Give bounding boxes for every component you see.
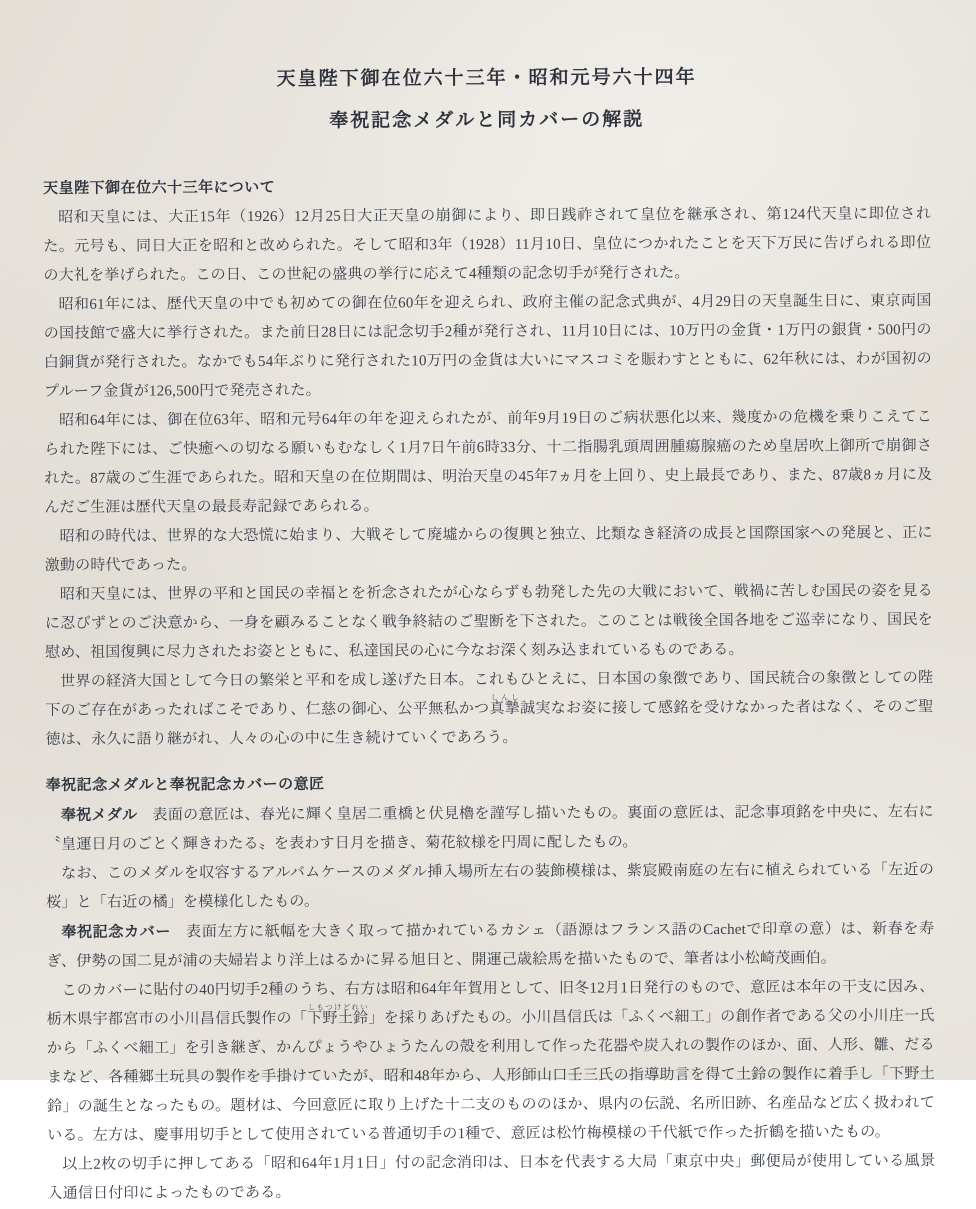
section-heading: 天皇陛下御在位六十三年について [43, 178, 276, 197]
ruby-annotated-word: 下野土鈴しもつけどれい [307, 1002, 369, 1027]
section [43, 170, 934, 755]
paragraph: このカバーに貼付の40円切手2種のうち、右方は昭和64年年賀用として、旧冬12月1日発行のもので、意匠は本年の干支に因み、栃木県宇都宮市の小川昌信氏製作の「下野土鈴しもつけどれい」を採りあげたもの。小川昌信氏は「ふくべ細工」の創作者である父の小川庄一氏から「ふくべ細工」を引き継ぎ、かんぴょうやひょうたんの殻を利用して作った花器や炭入れの製作のほか、面、人形、雛、だるまなど、各種郷土玩具の製作を手掛けていたが、昭和48年から、人形師山口壬三氏の指導助言を得て土鈴の製作に着手し「下野土鈴」の誕生となったもの。題材は、今回意匠に取り上げた十二支のもののほか、県内の伝説、名所旧跡、名産品など広く扱われている。左方は、慶事用切手として使用されている普通切手の1種で、意匠は松竹梅模様の千代紙で作った折鶴を描いたもの。 [46, 979, 936, 1144]
title-line-1: 天皇陛下御在位六十三年・昭和元号六十四年 [276, 67, 697, 90]
ruby-annotated-word: 真摯しんし [489, 692, 521, 717]
run-in-heading: 奉祝記念カバー [61, 923, 172, 941]
page-content [42, 56, 935, 1209]
document-title [42, 56, 930, 144]
run-in-heading: 奉祝メダル [60, 806, 138, 824]
section-heading: 奉祝記念メダルと奉祝記念カバーの意匠 [45, 775, 325, 794]
title-line-2: 奉祝記念メダルと同カバーの解説 [329, 109, 645, 132]
sections [43, 170, 936, 1209]
paragraph: 昭和64年には、御在位63年、昭和元号64年の年を迎えられたが、前年9月19日のご病状悪化以来、幾度かの危機を乗りこえてこられた陛下には、ご快癒への切なる願いもむなしく1月7日午前6時33分、十二指腸乳頭周囲腫瘍腺癌のため皇居吹上御所で崩御された。87歳のご生涯であられた。昭和天皇の在位期間は、明治天皇の45年7ヵ月を上回り、史上最長であり、また、87歳8ヵ月に及んだご生涯は歴代天皇の最長寿記録であられる。 [44, 409, 933, 516]
paragraph: 世界の経済大国として今日の繁栄と平和を成し遂げた日本。これもひとえに、日本国の象徴であり、国民統合の象徴としての陛下のご存在があったればこそであり、仁慈の御心、公平無私かつ真摯しんし誠実なお姿に接して感銘を受けなかった者はなく、そのご聖徳は、永久に語り継がれ、人々の心の中に生き続けていくであろう。 [45, 670, 934, 748]
paragraph: 昭和天皇には、世界の平和と国民の幸福とを祈念されたが心ならずも勃発した先の大戦において、戦禍に苦しむ国民の姿を見るに忍びずとのご決意から、一身を顧みることなく戦争終結のご聖断を下された。このことは戦後全国各地をご巡幸になり、国民を慰め、祖国復興に尽力されたお姿とともに、私達国民の心に今なお深く刻み込まれているものである。 [44, 583, 933, 661]
paragraph: 昭和61年には、歴代天皇の中でも初めての御在位60年を迎えられ、政府主催の記念式典が、4月29日の天皇誕生日に、東京両国の国技館で盛大に挙行された。また前日28日には記念切手2種が発行され、11月10日には、10万円の金貨・1万円の銀貨・500円の白銅貨が発行された。なかでも54年ぶりに発行された10万円の金貨は大いにマスコミを賑わすとともに、62年秋には、わが国初のプルーフ金貨が126,500円で発売された。 [43, 293, 932, 400]
section [46, 767, 936, 1209]
paragraph: 昭和の時代は、世界的な大恐慌に始まり、大戦そして廃墟からの復興と独立、比類なき経済の成長と国際国家への発展と、正に激動の時代であった。 [44, 525, 933, 574]
paragraph: なお、このメダルを収容するアルバムケースのメダル挿入場所左右の装飾模様は、紫宸殿南庭の左右に植えられている「左近の桜」と「右近の橘」を模様化したもの。 [46, 862, 935, 911]
paragraph: 以上2枚の切手に押してある「昭和64年1月1日」付の記念消印は、日本を代表する大局「東京中央」郵便局が使用している風景入通信日付印によったものである。 [47, 1153, 936, 1202]
paragraph: 昭和天皇には、大正15年（1926）12月25日大正天皇の崩御により、即日践祚されて皇位を継承され、第124代天皇に即位された。元号も、同日大正を昭和と改められた。そして昭和3年（1928）11月10日、皇位につかれたことを天下万民に告げられる即位の大礼を挙げられた。この日、この世紀の盛典の挙行に応えて4種類の記念切手が発行された。 [43, 206, 932, 284]
paragraph: 奉祝記念カバー 表面左方に紙幅を大きく取って描かれているカシェ（語源はフランス語のCachetで印章の意）は、新春を寿ぎ、伊勢の国二見が浦の夫婦岩より洋上はるかに昇る旭日と、開運己歳絵馬を描いたもので、筆者は小松崎茂画伯。 [46, 921, 935, 970]
paragraph: 奉祝メダル 表面の意匠は、春光に輝く皇居二重橋と伏見櫓を謹写し描いたもの。裏面の意匠は、記念事項銘を中央に、左右に〝皇運日月のごとく輝きわたる〟を表わす日月を描き、菊花紋様を円周に配したもの。 [45, 804, 934, 853]
